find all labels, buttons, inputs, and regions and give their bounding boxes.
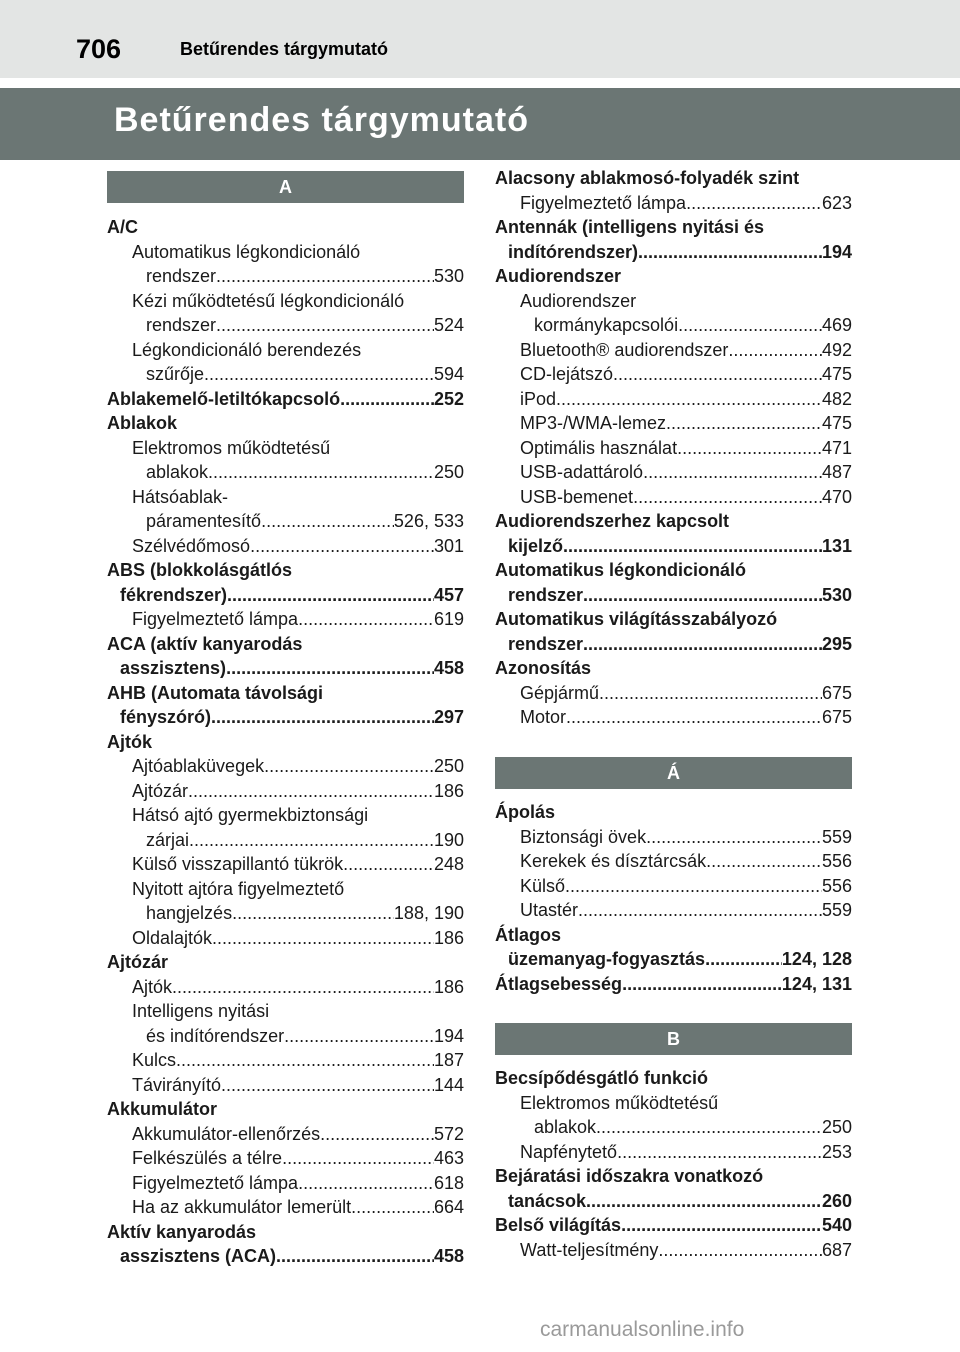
page-reference: 475: [821, 413, 852, 433]
dot-leader: [686, 191, 822, 216]
index-entry: [107, 411, 464, 436]
index-entry: [495, 1115, 852, 1140]
index-entry-text: Kerekek és dísztárcsák: [520, 851, 707, 871]
index-entry: [107, 1073, 464, 1098]
page-reference: 457: [433, 584, 464, 605]
dot-leader: [556, 387, 822, 412]
index-entry-text: Ajtózár: [107, 952, 169, 972]
index-entry-text: Felkészülés a télre: [132, 1148, 283, 1168]
index-entry: [107, 730, 464, 755]
dot-leader: [226, 656, 434, 681]
index-entry: [107, 828, 464, 853]
dot-leader: [578, 898, 822, 923]
index-entry-text: Kézi működtetésű légkondicionáló: [132, 290, 405, 311]
index-entry: [107, 1244, 464, 1269]
dot-leader: [583, 632, 822, 657]
index-entry: [107, 1048, 464, 1073]
index-entry-text: Légkondicionáló berendezés: [132, 339, 362, 360]
index-entry-text: és indítórendszer: [146, 1025, 285, 1046]
index-entry: [107, 534, 464, 559]
index-entry: [107, 485, 464, 510]
index-entry-text: Figyelmeztető lámpa: [520, 192, 687, 213]
index-entry: [107, 387, 464, 412]
dot-leader: [565, 874, 822, 899]
index-entry-text: üzemanyag-fogyasztás: [508, 949, 706, 969]
index-entry-text: asszisztens): [120, 658, 227, 678]
index-entry: [495, 972, 852, 997]
index-entry-text: Kulcs: [132, 1050, 177, 1070]
page-reference: 618: [433, 1172, 464, 1193]
index-entry: [107, 583, 464, 608]
dot-leader: [340, 387, 434, 412]
page-reference: 124, 131: [781, 973, 852, 994]
page-reference: 687: [821, 1239, 852, 1260]
page-reference: 524: [433, 315, 464, 335]
dot-leader: [172, 975, 434, 1000]
index-entry: [107, 632, 464, 657]
dot-leader: [216, 264, 434, 289]
index-entry-text: Ajtók: [132, 976, 173, 997]
index-entry: [495, 362, 852, 387]
dot-leader: [216, 313, 434, 338]
dot-leader: [586, 1189, 822, 1214]
index-entry: [107, 607, 464, 632]
index-entry: [107, 681, 464, 706]
dot-leader: [596, 1115, 822, 1140]
index-entry: [495, 191, 852, 216]
page-reference: 675: [821, 682, 852, 703]
index-entry: [107, 1146, 464, 1171]
index-entry-text: Azonosítás: [495, 658, 592, 678]
dot-leader: [706, 849, 822, 874]
index-entry-text: Alacsony ablakmosó-folyadék szint: [495, 168, 800, 188]
index-entry-text: Elektromos működtetésű: [132, 437, 331, 458]
page-reference: 572: [433, 1123, 464, 1144]
index-entry-text: Gépjármű: [520, 682, 600, 703]
page-reference: 482: [821, 388, 852, 409]
page-reference: 623: [821, 192, 852, 213]
page-reference: 250: [433, 462, 464, 482]
index-entry-text: MP3-/WMA-lemez: [520, 413, 667, 433]
section-header-a-acute: Á: [495, 757, 852, 789]
index-entry: [107, 779, 464, 804]
dot-leader: [188, 779, 434, 804]
dot-leader: [261, 509, 394, 534]
index-entry: [495, 1238, 852, 1263]
dot-leader: [613, 362, 822, 387]
page-reference: 463: [433, 1148, 464, 1168]
index-entry: [495, 800, 852, 825]
index-entry-text: Átlagsebesség: [495, 973, 623, 994]
page-reference: 250: [433, 756, 464, 776]
index-entry-text: hangjelzés: [146, 903, 233, 923]
index-entry-text: Motor: [520, 707, 567, 727]
dot-leader: [728, 338, 822, 363]
index-entry-text: Audiorendszer: [495, 266, 622, 286]
dot-leader: [212, 926, 434, 951]
index-entry: [495, 705, 852, 730]
page-reference: 187: [433, 1050, 464, 1070]
page-reference: 186: [433, 927, 464, 948]
page-reference: 131: [821, 535, 852, 556]
index-entry-text: kijelző: [508, 535, 564, 556]
index-entry-text: Bejáratási időszakra vonatkozó: [495, 1166, 764, 1186]
dot-leader: [208, 460, 434, 485]
page-reference: 469: [821, 315, 852, 335]
index-entry-text: Intelligens nyitási: [132, 1001, 270, 1021]
page-reference: 253: [821, 1141, 852, 1162]
index-entry: [495, 1164, 852, 1189]
page-title: Betűrendes tárgymutató: [114, 101, 529, 139]
index-entry: [495, 849, 852, 874]
index-entry-text: fékrendszer): [120, 584, 228, 605]
index-entry: [107, 362, 464, 387]
dot-leader: [677, 436, 822, 461]
index-entry: [495, 1140, 852, 1165]
dot-leader: [622, 972, 782, 997]
index-entry: [495, 1066, 852, 1091]
index-entry-text: Ajtóablaküvegek: [132, 756, 265, 776]
index-entry-text: ABS (blokkolásgátlós: [107, 560, 293, 580]
index-entry: [495, 607, 852, 632]
index-entry: [107, 901, 464, 926]
page-reference: 470: [821, 486, 852, 507]
dot-leader: [599, 681, 822, 706]
index-entry: [495, 436, 852, 461]
dot-leader: [646, 825, 822, 850]
index-entry: [107, 338, 464, 363]
dot-leader: [176, 1048, 434, 1073]
index-entry: [495, 1091, 852, 1116]
index-entry: [107, 705, 464, 730]
index-entry-text: ablakok: [534, 1117, 597, 1137]
index-entry-text: Külső: [520, 875, 566, 896]
index-entry-text: Automatikus légkondicionáló: [495, 560, 747, 580]
dot-leader: [621, 1213, 822, 1238]
watermark-text: carmanualsonline.info: [540, 1318, 745, 1341]
index-entry-text: fényszóró): [120, 707, 212, 727]
index-entry-text: A/C: [107, 217, 138, 237]
page-reference: 301: [433, 535, 464, 556]
dot-leader: [221, 1073, 434, 1098]
index-column-right-b: [495, 1066, 852, 1262]
dot-leader: [678, 313, 822, 338]
page-reference: 471: [821, 437, 852, 458]
page-reference: 194: [821, 241, 852, 262]
index-entry: [495, 485, 852, 510]
dot-leader: [351, 1195, 434, 1220]
page-reference: 194: [433, 1025, 464, 1046]
index-entry: [495, 656, 852, 681]
index-entry-text: tanácsok: [508, 1190, 587, 1211]
page-reference: 475: [821, 364, 852, 384]
dot-leader: [658, 1238, 822, 1263]
index-entry-text: Ajtók: [107, 731, 152, 752]
index-entry: [495, 411, 852, 436]
index-entry-text: kormánykapcsolói: [534, 315, 679, 335]
index-entry-text: Elektromos működtetésű: [520, 1092, 719, 1113]
page-reference: 260: [821, 1190, 852, 1211]
index-entry-text: rendszer: [146, 315, 217, 335]
index-entry: [107, 852, 464, 877]
index-entry: [107, 215, 464, 240]
page-reference: 487: [821, 462, 852, 482]
index-entry: [107, 460, 464, 485]
index-entry-text: Optimális használat: [520, 437, 678, 458]
dot-leader: [638, 240, 822, 265]
index-entry-text: Automatikus légkondicionáló: [132, 241, 361, 262]
index-entry: [107, 313, 464, 338]
index-entry: [495, 874, 852, 899]
index-entry-text: Hátsó ajtó gyermekbiztonsági: [132, 805, 369, 825]
index-entry: [107, 1024, 464, 1049]
index-entry-text: ablakok: [146, 462, 209, 482]
index-entry: [495, 825, 852, 850]
index-entry-text: asszisztens (ACA): [120, 1246, 277, 1266]
index-entry-text: Antennák (intelligens nyitási és: [495, 217, 765, 237]
index-entry-text: Oldalajtók: [132, 927, 213, 948]
index-entry-text: AHB (Automata távolsági: [107, 682, 324, 703]
index-entry: [495, 460, 852, 485]
index-entry-text: Ablakemelő-letiltókapcsoló: [107, 388, 341, 409]
index-entry: [495, 1189, 852, 1214]
index-entry: [107, 240, 464, 265]
page-reference: 124, 128: [781, 949, 852, 969]
dot-leader: [633, 485, 822, 510]
index-entry: [495, 240, 852, 265]
index-entry: [107, 264, 464, 289]
top-header-bar: [0, 0, 960, 78]
index-entry: [495, 509, 852, 534]
page-reference: 675: [821, 707, 852, 727]
index-entry-text: Átlagos: [495, 924, 562, 945]
dot-leader: [320, 1122, 434, 1147]
index-entry: [107, 926, 464, 951]
index-entry-text: Utastér: [520, 900, 579, 920]
dot-leader: [250, 534, 434, 559]
dot-leader: [343, 852, 434, 877]
section-header-b: B: [495, 1023, 852, 1055]
dot-leader: [204, 362, 434, 387]
page-reference: 540: [821, 1215, 852, 1235]
index-entry: [495, 215, 852, 240]
page-reference: 458: [433, 1246, 464, 1266]
index-entry-text: rendszer: [508, 633, 584, 654]
page-reference: 556: [821, 875, 852, 896]
index-entry: [107, 656, 464, 681]
dot-leader: [617, 1140, 822, 1165]
index-entry-text: USB-adattároló: [520, 462, 644, 482]
dot-leader: [276, 1244, 434, 1269]
dot-leader: [211, 705, 434, 730]
index-entry-text: Hátsóablak-: [132, 486, 229, 507]
index-entry: [107, 1097, 464, 1122]
index-entry-text: Figyelmeztető lámpa: [132, 1172, 299, 1193]
index-entry-text: ACA (aktív kanyarodás: [107, 633, 303, 654]
index-entry-text: Watt-teljesítmény: [520, 1239, 659, 1260]
page-reference: 190: [433, 829, 464, 850]
dot-leader: [264, 754, 434, 779]
dot-leader: [298, 607, 434, 632]
index-entry-text: Szélvédőmosó: [132, 535, 251, 556]
index-entry: [495, 166, 852, 191]
index-entry-text: Napfénytető: [520, 1141, 618, 1162]
page-reference: 594: [433, 364, 464, 384]
index-entry-text: Nyitott ajtóra figyelmeztető: [132, 878, 345, 899]
index-entry-text: Figyelmeztető lámpa: [132, 609, 299, 629]
page-reference: 186: [433, 976, 464, 997]
index-entry: [495, 898, 852, 923]
index-entry: [107, 975, 464, 1000]
dot-leader: [563, 534, 822, 559]
index-entry: [107, 1195, 464, 1220]
page-reference: 186: [433, 780, 464, 801]
index-entry: [495, 558, 852, 583]
index-entry-text: iPod: [520, 388, 557, 409]
index-entry: [107, 436, 464, 461]
index-entry: [107, 950, 464, 975]
dot-leader: [232, 901, 394, 926]
index-entry-text: Akkumulátor: [107, 1099, 218, 1119]
dot-leader: [189, 828, 434, 853]
index-entry: [495, 264, 852, 289]
index-entry-text: Külső visszapillantó tükrök: [132, 854, 344, 874]
page-number: 706: [76, 34, 122, 64]
index-entry-text: Ajtózár: [132, 780, 189, 801]
index-entry-text: Akkumulátor-ellenőrzés: [132, 1123, 321, 1144]
index-entry-text: páramentesítő: [146, 511, 262, 531]
index-entry: [107, 558, 464, 583]
index-entry: [107, 289, 464, 314]
index-entry-text: Ápolás: [495, 802, 556, 822]
running-head: Betűrendes tárgymutató: [180, 39, 389, 59]
index-entry: [495, 338, 852, 363]
page-reference: 556: [821, 851, 852, 871]
index-entry-text: USB-bemenet: [520, 486, 634, 507]
index-entry: [495, 632, 852, 657]
dot-leader: [298, 1171, 434, 1196]
index-entry: [495, 947, 852, 972]
page-reference: 295: [821, 633, 852, 654]
index-entry: [107, 999, 464, 1024]
index-entry-text: CD-lejátszó: [520, 364, 614, 384]
index-entry-text: Ha az akkumulátor lemerült: [132, 1197, 352, 1217]
dot-leader: [566, 705, 822, 730]
index-column-left: [107, 215, 464, 1269]
index-entry-text: Audiorendszerhez kapcsolt: [495, 511, 730, 531]
index-entry-text: Biztonsági övek: [520, 826, 647, 847]
index-entry: [495, 289, 852, 314]
page-reference: 619: [433, 609, 464, 629]
index-entry-text: Automatikus világításszabályozó: [495, 609, 778, 629]
dot-leader: [583, 583, 822, 608]
index-entry-text: Belső világítás: [495, 1215, 622, 1235]
index-entry: [107, 877, 464, 902]
index-entry-text: indítórendszer): [508, 241, 639, 262]
index-entry: [107, 754, 464, 779]
index-entry: [495, 923, 852, 948]
page-reference: 559: [821, 900, 852, 920]
dot-leader: [284, 1024, 434, 1049]
page-reference: 252: [433, 388, 464, 409]
index-entry-text: zárjai: [146, 829, 190, 850]
section-header-a: A: [107, 171, 464, 203]
index-column-right-a: [495, 166, 852, 730]
page-reference: 250: [821, 1117, 852, 1137]
page-reference: 492: [821, 339, 852, 360]
index-entry: [107, 803, 464, 828]
page-reference: 248: [433, 854, 464, 874]
index-entry: [495, 583, 852, 608]
index-entry: [107, 1122, 464, 1147]
index-entry: [495, 681, 852, 706]
page-reference: 526, 533: [393, 511, 464, 531]
page-reference: 530: [433, 266, 464, 286]
page-reference: 458: [433, 658, 464, 678]
index-entry: [495, 534, 852, 559]
page-reference: 559: [821, 826, 852, 847]
dot-leader: [666, 411, 822, 436]
dot-leader: [282, 1146, 434, 1171]
index-entry-text: rendszer: [146, 266, 217, 286]
index-entry: [495, 1213, 852, 1238]
page-reference: 297: [433, 707, 464, 727]
index-entry-text: Becsípődésgátló funkció: [495, 1068, 709, 1088]
index-entry-text: Bluetooth® audiorendszer: [520, 339, 729, 360]
index-entry-text: Távirányító: [132, 1074, 222, 1095]
page-reference: 530: [821, 584, 852, 605]
index-entry: [107, 1220, 464, 1245]
index-entry: [107, 1171, 464, 1196]
index-column-right-a-acute: [495, 800, 852, 996]
index-entry-text: Audiorendszer: [520, 290, 637, 311]
index-entry-text: Ablakok: [107, 413, 178, 433]
index-entry: [107, 509, 464, 534]
index-entry: [495, 313, 852, 338]
index-entry-text: Aktív kanyarodás: [107, 1221, 257, 1242]
index-entry-text: rendszer: [508, 584, 584, 605]
dot-leader: [643, 460, 822, 485]
index-entry: [495, 387, 852, 412]
page-reference: 188, 190: [393, 903, 464, 923]
dot-leader: [227, 583, 434, 608]
index-entry-text: szűrője: [146, 364, 205, 384]
page-reference: 664: [433, 1197, 464, 1217]
page-reference: 144: [433, 1074, 464, 1095]
dot-leader: [705, 947, 782, 972]
